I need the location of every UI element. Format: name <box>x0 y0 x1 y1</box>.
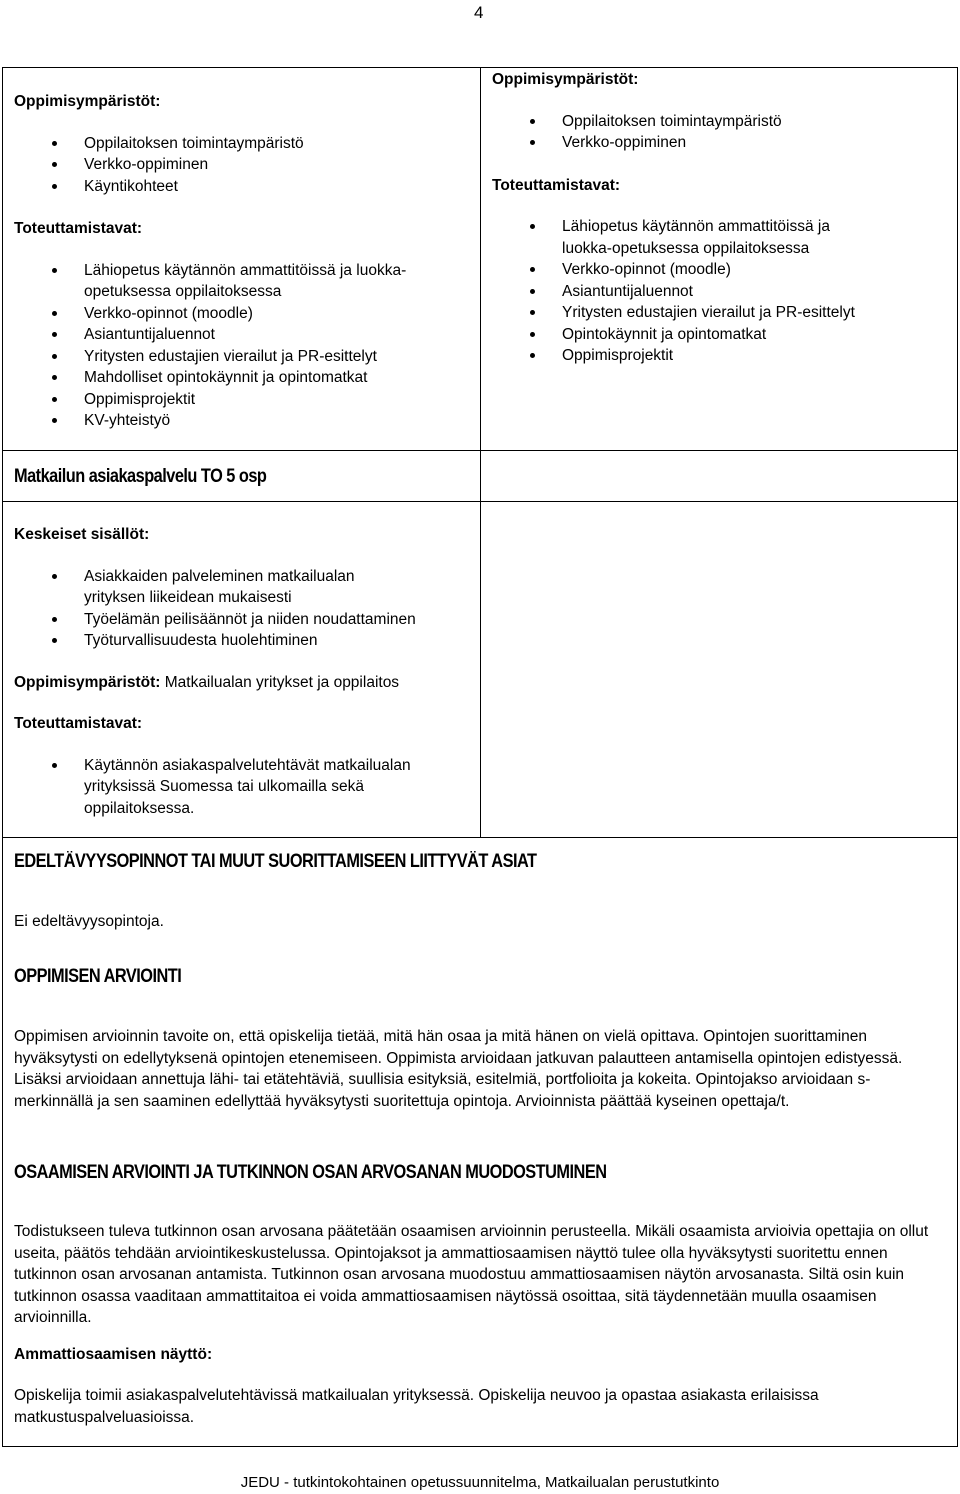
list-item: Yritysten edustajien vierailut ja PR-esittelyt <box>492 302 942 324</box>
methods-label: Toteuttamistavat: <box>14 715 143 732</box>
environments-line <box>14 672 470 694</box>
environments-list <box>492 111 942 154</box>
list-item: Oppimisprojektit <box>492 345 942 367</box>
contents-list <box>14 566 470 652</box>
list-item: Käyntikohteet <box>14 176 470 198</box>
assessment-heading: OPPIMISEN ARVIOINTI <box>14 966 182 987</box>
environments-list <box>14 133 470 198</box>
list-item: Asiakkaiden palveleminen matkailualan yrityksen liikeidean mukaisesti <box>14 566 470 609</box>
list-item: Asiantuntijaluennot <box>14 324 470 346</box>
prerequisites-heading: EDELTÄVYYSOPINNOT TAI MUUT SUORITTAMISEEN LIITTYVÄT ASIAT <box>14 851 537 872</box>
prerequisites-text: Ei edeltävyysopintoja. <box>14 913 164 930</box>
column-divider <box>480 67 481 838</box>
contents-label: Keskeiset sisällöt: <box>14 526 150 543</box>
grading-text: Todistukseen tuleva tutkinnon osan arvosana päätetään osaamisen arvioinnin perusteella. Mikäli osaamista arvioivia opettajia on ollut useita, päätös tehdään arviointikeskustelussa. Opintojaksot ja ammattiosaamisen näyttö tulee olla hyväksytysti suoritettu ennen tutkinnon osan arvosanan antamista. Tutkinnon osan arvosana muodostuu ammattiosaamisen näytön arvosanasta. Siltä osin kuin tutkinnon osassa vaaditaan ammattitaitoa ei voida ammattiosaamisen näytössä osoittaa, sitä täydennetään muulla osaamisen arvioinnilla. <box>14 1223 929 1326</box>
page-number: 4 <box>474 3 484 22</box>
list-item: Asiantuntijaluennot <box>492 281 942 303</box>
environments-label: Oppimisympäristöt: <box>492 71 639 88</box>
module-cell <box>14 524 470 819</box>
demo-text: Opiskelija toimii asiakaspalvelutehtävissä matkailualan yrityksessä. Opiskelija neuvoo ja opastaa asiakasta erilaisissa matkustuspalveluasioissa. <box>14 1387 819 1426</box>
environments-label: Oppimisympäristöt: <box>14 93 161 110</box>
row-divider <box>2 501 958 502</box>
list-item: Opintokäynnit ja opintomatkat <box>492 324 942 346</box>
list-item: Käytännön asiakaspalvelutehtävät matkailualan yrityksissä Suomessa tai ulkomailla sekä oppilaitoksessa. <box>14 755 470 820</box>
list-item: Mahdolliset opintokäynnit ja opintomatkat <box>14 367 470 389</box>
module-title: Matkailun asiakaspalvelu TO 5 osp <box>14 466 267 487</box>
demo-label: Ammattiosaamisen näyttö: <box>14 1346 213 1363</box>
list-item: Työturvallisuudesta huolehtiminen <box>14 630 470 652</box>
methods-label: Toteuttamistavat: <box>14 220 143 237</box>
row-divider <box>2 837 958 838</box>
list-item: Oppilaitoksen toimintaympäristö <box>492 111 942 133</box>
list-item: Verkko-opinnot (moodle) <box>492 259 942 281</box>
environments-value: Matkailualan yritykset ja oppilaitos <box>160 673 400 691</box>
grading-heading: OSAAMISEN ARVIOINTI JA TUTKINNON OSAN ARVOSANAN MUODOSTUMINEN <box>14 1162 607 1183</box>
environments-label: Oppimisympäristöt: <box>14 673 161 691</box>
methods-list <box>14 260 470 432</box>
footer: JEDU - tutkintokohtainen opetussuunnitelma, Matkailualan perustutkinto <box>240 1474 720 1491</box>
methods-list <box>14 755 470 820</box>
list-item: Verkko-oppiminen <box>492 132 942 154</box>
list-item: Työelämän peilisäännöt ja niiden noudattaminen <box>14 609 470 631</box>
methods-list <box>492 216 942 367</box>
list-item: KV-yhteistyö <box>14 410 470 432</box>
assessment-text: Oppimisen arvioinnin tavoite on, että opiskelija tietää, mitä hän osaa ja mitä hänen on vielä opittava. Opintojen suorittaminen hyväksytysti on edellytyksenä opintojen etenemiseen. Oppimista arvioidaan jatkuvan palautteen antamisella opintojen edistyessä. Lisäksi arvioidaan annettuja lähi- tai etätehtäviä, suullisia esityksiä, esitelmiä, portfolioita ja kokeita. Opintojakso arvioidaan s-merkinnällä ja sen saaminen edellyttää hyväksytysti suoritettuja opintoja. Arvioinnista päättää kyseinen opettaja/t. <box>14 1028 903 1110</box>
list-item: Lähiopetus käytännön ammattitöissä ja luokka-opetuksessa oppilaitoksessa <box>492 216 942 259</box>
list-item: Verkko-opinnot (moodle) <box>14 303 470 325</box>
list-item: Oppilaitoksen toimintaympäristö <box>14 133 470 155</box>
list-item: Oppimisprojektit <box>14 389 470 411</box>
top-left-cell <box>14 91 470 432</box>
list-item: Lähiopetus käytännön ammattitöissä ja luokka-opetuksessa oppilaitoksessa <box>14 260 470 303</box>
list-item: Yritysten edustajien vierailut ja PR-esittelyt <box>14 346 470 368</box>
top-right-cell <box>492 69 942 367</box>
list-item: Verkko-oppiminen <box>14 154 470 176</box>
row-divider <box>2 450 958 451</box>
methods-label: Toteuttamistavat: <box>492 176 621 194</box>
